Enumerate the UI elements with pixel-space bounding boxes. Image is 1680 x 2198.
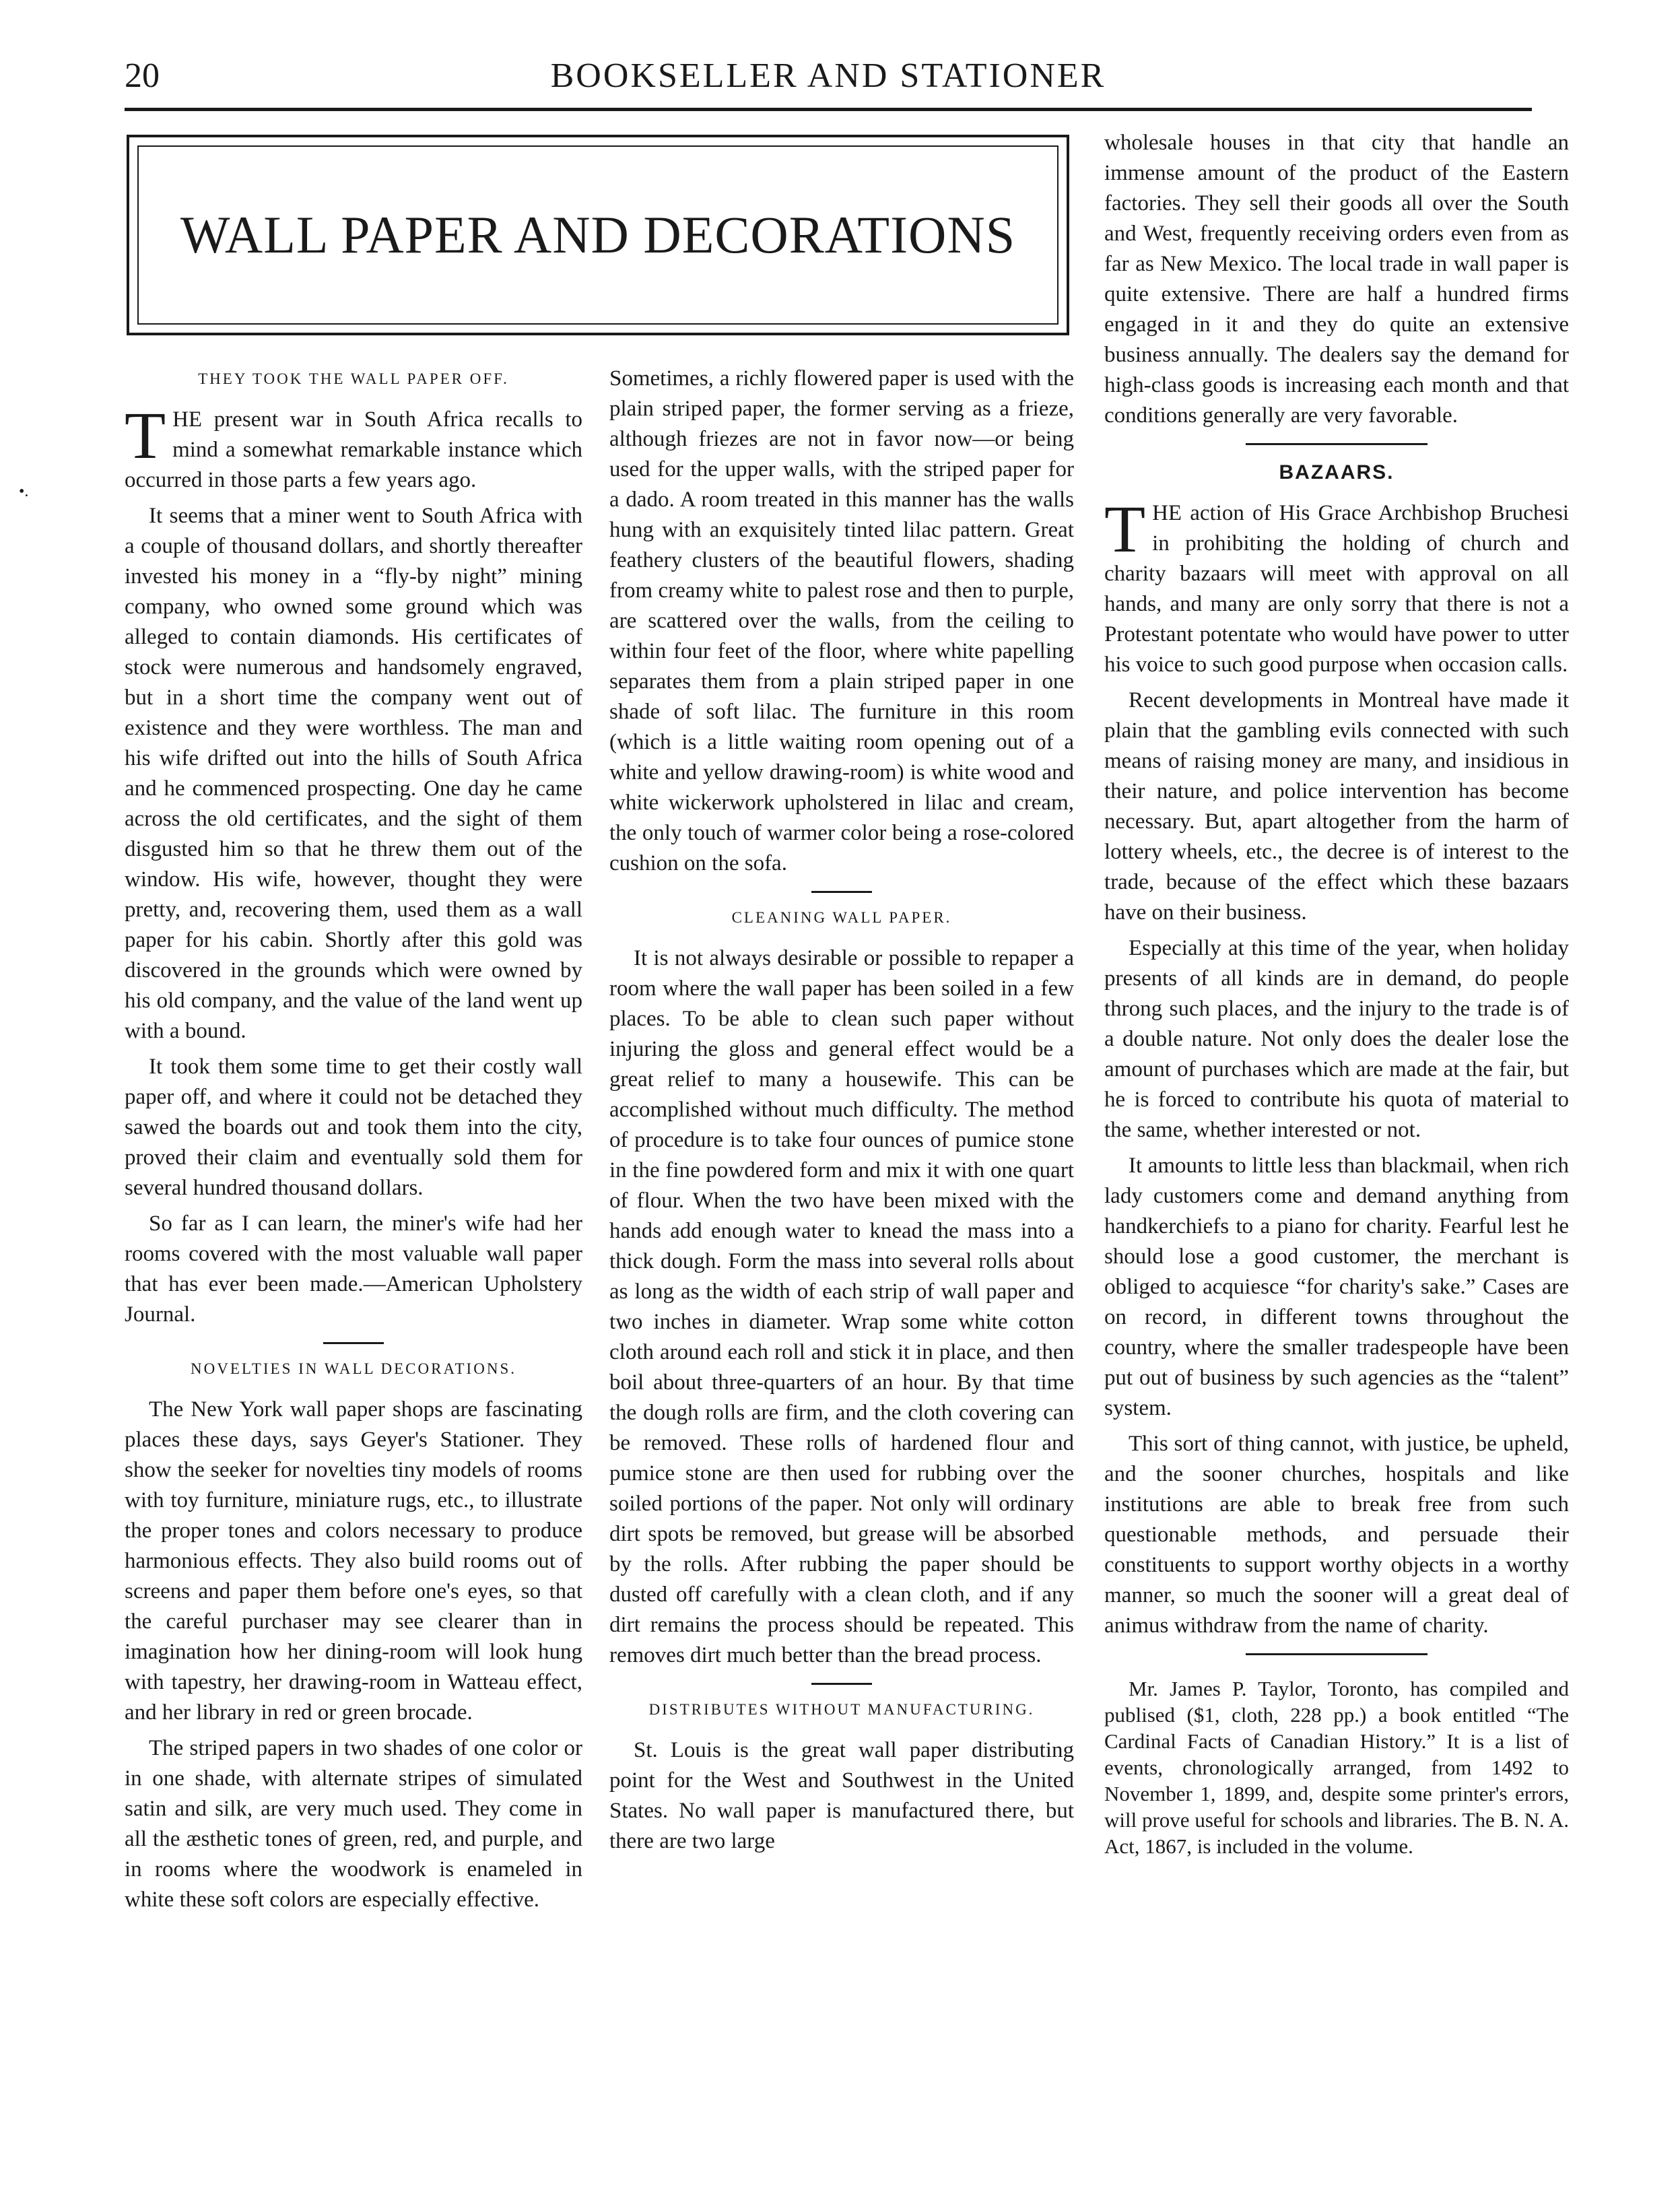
section-divider bbox=[1246, 1653, 1427, 1655]
subhead-bazaars: BAZAARS. bbox=[1279, 461, 1395, 484]
page-header bbox=[125, 53, 1532, 100]
section-divider bbox=[811, 891, 872, 893]
paragraph: The New York wall paper shops are fascinating places these days, says Geyer's Stationer. They show the seeker for novelties tiny models of rooms with toy furniture, miniature rugs, etc., to illustrate the proper tones and colors necessary to produce harmonious effects. They also build rooms out of screens and paper them before one's eyes, so that the careful purchaser may see clearer than in imagination how her dining-room will look hung with tapestry, her drawing-room in Watteau effect, and her library in red or green brocade. bbox=[125, 1397, 582, 1725]
column-2 bbox=[609, 364, 1074, 1857]
column-3 bbox=[1104, 128, 1569, 1859]
publication-title: BOOKSELLER AND STATIONER bbox=[550, 57, 1106, 95]
paragraph: This sort of thing cannot, with justice, be upheld, and the sooner churches, hospitals and like institutions are able to break free from such questionable methods, and persuade their constituents to support worthy objects in a worthy manner, so much the sooner will a great deal of animus withdraw from the name of charity. bbox=[1104, 1432, 1569, 1638]
stray-mark: •. bbox=[19, 483, 29, 500]
section-divider bbox=[323, 1342, 384, 1344]
paragraph: It is not always desirable or possible to repaper a room where the wall paper has been soiled in a few places. To be able to clean such paper without injuring the gloss and general effect would be a great relief to many a housewife. This can be accomplished without much difficulty. The method of procedure is to take four ounces of pumice stone in the fine powdered form and mix it with one quart of flour. When the two have been mixed with the hands add enough water to knead the mass into a thick dough. Form the mass into several rolls about as long as the width of each strip of wall paper and two inches in diameter. Wrap some white cotton cloth around each roll and stick it in place, and then boil about three-quarters of an hour. By that time the dough rolls are firm, and the cloth covering can be removed. These rolls of hardened flour and pumice stone are then used for rubbing over the soiled portions of the paper. Not only will ordinary dirt spots be removed, but grease will be absorbed by the rolls. After rubbing the paper should be dusted off carefully with a clean cloth, and if any dirt remains the process should be repeated. This removes dirt much better than the bread process. bbox=[609, 946, 1074, 1667]
drop-cap: T bbox=[1104, 492, 1146, 566]
paragraph: Sometimes, a richly flowered paper is used with the plain striped paper, the former serving as a frieze, although friezes are not in favor now—or being used for the upper walls, with the striped paper for a dado. A room treated in this manner has the walls hung with an exquisitely tinted lilac pattern. Great feathery clusters of the beautiful flowers, shading from creamy white to palest rose and then to purple, are scattered over the walls, from the ceiling to within four feet of the floor, where white papelling separates them from a plain striped paper in one shade of soft lilac. The furniture in this room (which is a little waiting room opening out of a white and yellow drawing-room) is white wood and white wickerwork upholstered in lilac and cream, the only touch of warmer color being a rose-colored cushion on the sofa. bbox=[609, 366, 1074, 875]
paragraph: Especially at this time of the year, when holiday presents of all kinds are in demand, do people throng such places, and the injury to the trade is of a double nature. Not only does the dealer lose the amount of purchases which are made at the fair, but he is forced to contribute his quota of material to the same, whether interested or not. bbox=[1104, 936, 1569, 1142]
subhead-distributes: DISTRIBUTES WITHOUT MANUFACTURING. bbox=[648, 1701, 1035, 1718]
paragraph: So far as I can learn, the miner's wife had her rooms covered with the most valuable wall paper that has ever been made.—American Upholstery Journal. bbox=[125, 1211, 582, 1327]
section-divider bbox=[811, 1683, 872, 1685]
paragraph: It took them some time to get their costly wall paper off, and where it could not be detached they sawed the boards out and took them into the city, proved their claim and eventually sold them for several hundred thousand dollars. bbox=[125, 1055, 582, 1200]
paragraph: St. Louis is the great wall paper distributing point for the West and Southwest in the United States. No wall paper is manufactured there, but there are two large bbox=[609, 1738, 1074, 1853]
title-inner-frame bbox=[137, 145, 1059, 325]
paragraph bbox=[125, 398, 582, 496]
drop-cap: T bbox=[125, 398, 166, 473]
title-box bbox=[127, 135, 1069, 335]
book-note: Mr. James P. Taylor, Toronto, has compiled and publised ($1, cloth, 228 pp.) a book entitled “The Cardinal Facts of Canadian History.” It is a list of events, chronologically arranged, from 1492 to November 1, 1899, and, despite some printer's errors, will prove useful for schools and libraries. The B. N. A. Act, 1867, is included in the volume. bbox=[1104, 1677, 1569, 1858]
paragraph-text: HE present war in South Africa recalls to mind a somewhat remarkable instance which occurred in those parts a few years ago. bbox=[125, 407, 582, 492]
column-1 bbox=[125, 364, 582, 1915]
paragraph: The striped papers in two shades of one color or in one shade, with alternate stripes of simulated satin and silk, are very much used. They come in all the æsthetic tones of green, red, and purple, and in rooms where the woodwork is enameled in white these soft colors are especially effective. bbox=[125, 1736, 582, 1912]
subhead-wall-paper-off: THEY TOOK THE WALL PAPER OFF. bbox=[198, 370, 509, 387]
paragraph: It amounts to little less than blackmail, when rich lady customers come and demand anything from handkerchiefs to a piano for charity. Fearful lest he should lose a good customer, the merchant is obliged to acquiesce “for charity's sake.” Cases are on record, in different towns throughout the country, where the smaller tradespeople have been put out of business by such agencies as the “talent” system. bbox=[1104, 1154, 1569, 1420]
article-title: WALL PAPER AND DECORATIONS bbox=[180, 205, 1016, 264]
paragraph bbox=[1104, 492, 1569, 680]
paragraph: Recent developments in Montreal have made it plain that the gambling evils connected with such means of raising money are many, and insidious in their nature, and police intervention has become necessary. But, apart altogether from the harm of lottery wheels, etc., the decree is of interest to the trade, because of the effect which these bazaars have on their business. bbox=[1104, 688, 1569, 925]
paragraph-text: HE action of His Grace Archbishop Bruchesi in prohibiting the holding of church and charity bazaars will meet with approval on all hands, and many are only sorry that there is not a Protestant potentate who would have power to utter his voice to such good purpose when occasion calls. bbox=[1104, 501, 1569, 677]
header-rule bbox=[125, 108, 1532, 111]
subhead-novelties: NOVELTIES IN WALL DECORATIONS. bbox=[191, 1360, 516, 1377]
page-number: 20 bbox=[125, 57, 160, 95]
section-divider bbox=[1246, 443, 1427, 445]
subhead-cleaning: CLEANING WALL PAPER. bbox=[731, 909, 952, 926]
paragraph: It seems that a miner went to South Africa with a couple of thousand dollars, and shortly thereafter invested his money in a “fly-by night” mining company, who owned some ground which was alleged to contain diamonds. His certificates of stock were numerous and handsomely engraved, but in a short time the company went out of existence and they were worthless. The man and his wife drifted out into the hills of South Africa and he commenced prospecting. One day he came across the old certificates, and the sight of them disgusted him so that he threw them out of the window. His wife, however, thought they were pretty, and, recovering them, used them as a wall paper for his cabin. Shortly after this gold was discovered in the grounds which were owned by his old company, and the value of the land went up with a bound. bbox=[125, 504, 582, 1043]
paragraph: wholesale houses in that city that handle an immense amount of the product of the Eastern factories. They sell their goods all over the South and West, frequently receiving orders even from as far as New Mexico. The local trade in wall paper is quite extensive. There are half a hundred firms engaged in it and they do quite an extensive business annually. The dealers say the demand for high-class goods is increasing each month and that conditions generally are very favorable. bbox=[1104, 131, 1569, 428]
